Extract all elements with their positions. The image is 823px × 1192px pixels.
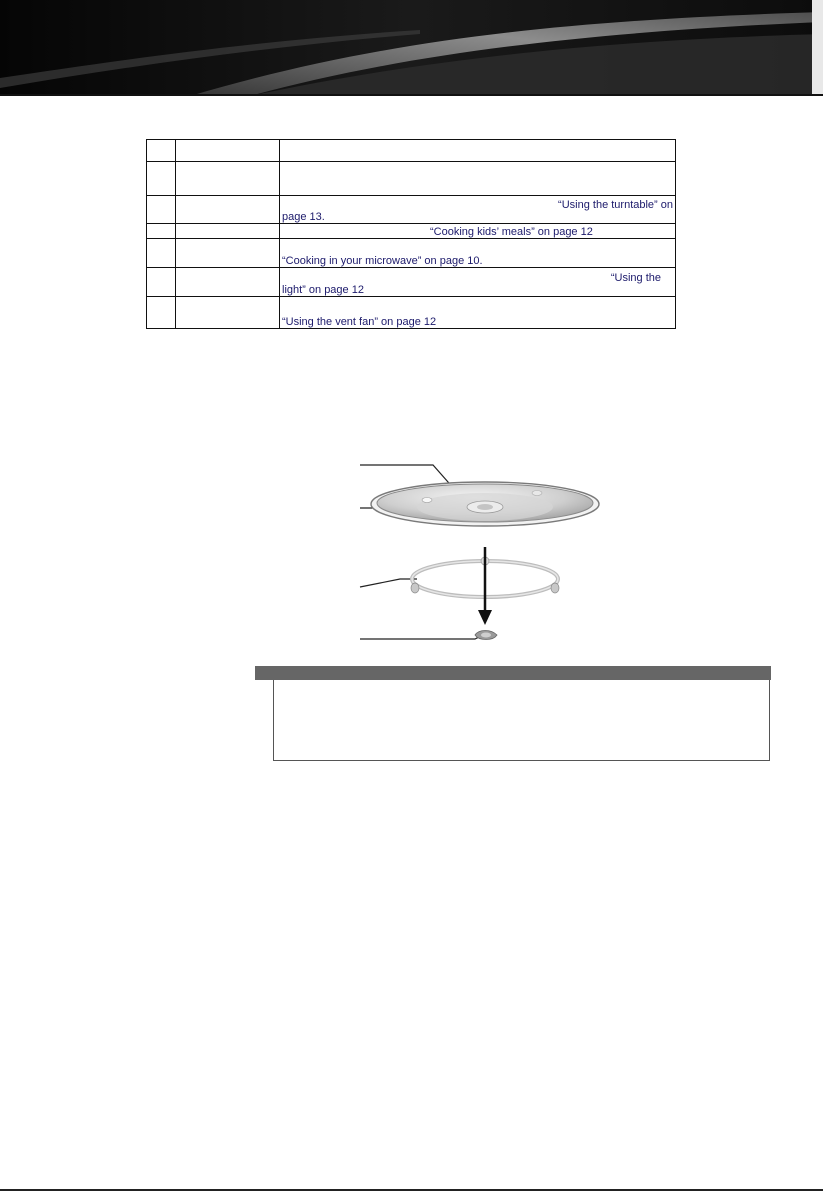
cooking-page-link[interactable]: “Cooking in your microwave” on page 10. xyxy=(282,255,483,267)
turntable-page-link[interactable]: “Using the turntable” on xyxy=(558,199,673,211)
table-cell xyxy=(147,239,176,268)
table-cell xyxy=(147,224,176,239)
header-banner xyxy=(0,0,823,96)
table-row xyxy=(147,196,676,224)
note-header-bar xyxy=(255,666,771,680)
turntable-diagram xyxy=(355,455,615,655)
table-row xyxy=(147,224,676,239)
vent-fan-page-link[interactable]: “Using the vent fan” on page 12 xyxy=(282,316,437,328)
table-cell xyxy=(280,224,676,239)
table-cell xyxy=(147,268,176,297)
page-bottom-rule xyxy=(0,1189,823,1191)
table-cell xyxy=(280,162,676,196)
light-page-link[interactable]: “Using the xyxy=(610,272,661,284)
table-cell xyxy=(176,224,280,239)
table-row xyxy=(147,268,676,297)
table-row xyxy=(147,297,676,329)
table-cell xyxy=(176,196,280,224)
table-cell xyxy=(280,297,676,329)
parts-table xyxy=(146,139,676,329)
turntable-coupler xyxy=(475,631,497,640)
table-cell xyxy=(176,162,280,196)
table-row xyxy=(147,162,676,196)
table-cell xyxy=(147,196,176,224)
table-cell xyxy=(176,239,280,268)
kids-meals-page-link[interactable]: “Cooking kids’ meals” on page 12 xyxy=(430,226,593,238)
table-cell xyxy=(280,268,676,297)
table-cell xyxy=(176,140,280,162)
table-header-row xyxy=(147,140,676,162)
light-page-link-cont[interactable]: light” on page 12 xyxy=(282,284,364,296)
table-cell xyxy=(280,239,676,268)
assembly-arrow xyxy=(478,547,492,625)
note-box xyxy=(273,680,770,761)
table-cell xyxy=(147,297,176,329)
table-cell xyxy=(280,140,676,162)
table-cell xyxy=(147,162,176,196)
glass-tray xyxy=(371,482,599,526)
turntable-page-link-cont[interactable]: page 13. xyxy=(282,211,325,223)
table-cell xyxy=(176,268,280,297)
table-row xyxy=(147,239,676,268)
table-cell xyxy=(280,196,676,224)
table-cell xyxy=(176,297,280,329)
table-cell xyxy=(147,140,176,162)
